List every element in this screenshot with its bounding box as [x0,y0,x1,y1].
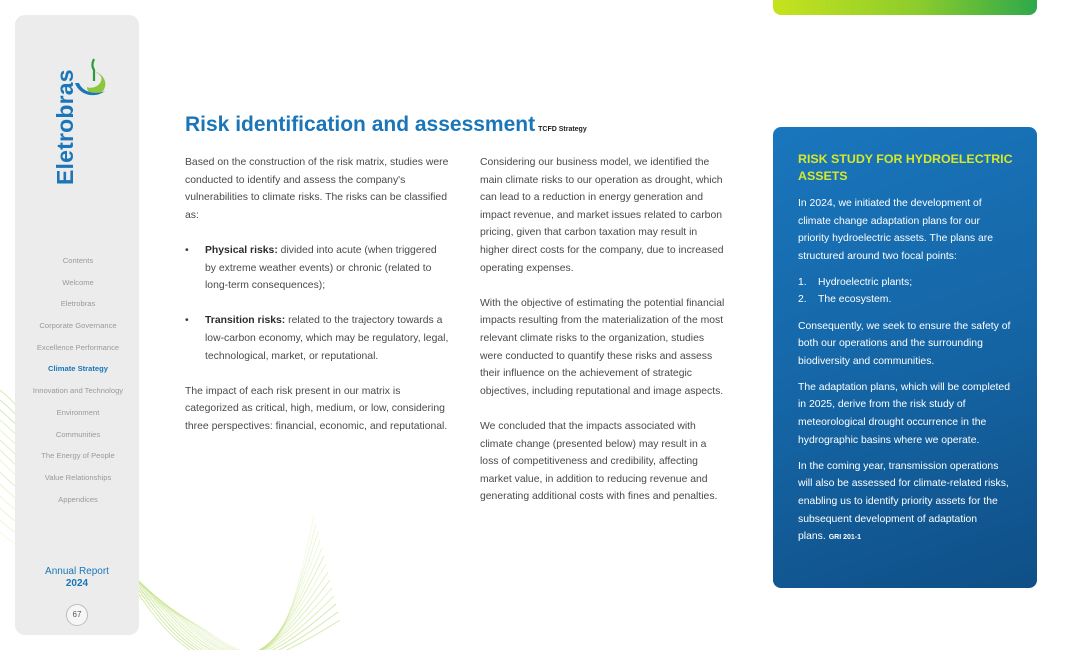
nav-item-excellence-performance[interactable]: Excellence Performance [36,342,120,352]
tcfd-tag: TCFD Strategy [538,126,587,133]
paragraph-financial-impacts: With the objective of estimating the potential financial impacts resulting from the materialization of the most relevant climate risks to the organization, studies were conducted to quantify these risks and assess their influence on the achievement of strategic objectives, including reputational and image aspects. [480,297,725,397]
list-number: 2. [798,294,807,306]
nav-item-communities[interactable]: Communities [55,429,101,439]
risk-bullet-list [185,242,450,365]
panel-paragraph-safety: Consequently, we seek to ensure the safety of both our operations and the surrounding biodiversity and communities. [798,320,1011,367]
panel-paragraph-transmission-text: In the coming year, transmission operations will also be assessed for climate-related risks, enabling us to identify priority assets for the subsequent development of adaptation plans. [798,460,1009,543]
annual-report-year: 2024 [65,578,89,589]
bullet-text: divided into acute (when triggered by extreme weather events) or chronic (related to long-term consequences); [205,244,437,292]
gri-tag: GRI 201-1 [828,534,862,542]
panel-title: RISK STUDY FOR HYDROELECTRIC ASSETS [798,152,1013,183]
paragraph-business-model: Considering our business model, we identified the main climate risks to our operation as drought, which can lead to a reduction in energy generation and impact revenue, and market issues related to carbon pricing, given that carbon taxation may result in higher direct costs for the company, due to increased operating expenses. [480,157,724,274]
nav-item-contents[interactable]: Contents [62,256,94,265]
nav-item-welcome[interactable]: Welcome [62,277,94,287]
nav-item-eletrobras[interactable]: Eletrobras [60,299,96,309]
panel-paragraph-adaptation: The adaptation plans, which will be completed in 2025, derive from the risk study of meteorological drought occurrence in the hydrographic basins where we operate. [798,381,1010,446]
list-item [798,274,1013,292]
brand-wordmark: Eletrobras [52,69,78,185]
nav-item-climate-strategy[interactable]: Climate Strategy [48,364,108,374]
nav-item-value-relationships[interactable]: Value Relationships [44,472,112,482]
panel-paragraph-transmission [798,458,1013,547]
list-item [798,291,1013,309]
page-title-text: Risk identification and assessment [185,113,536,136]
risk-study-panel [773,127,1037,588]
list-text: Hydroelectric plants; [818,276,913,288]
column-middle [480,154,725,523]
nav-item-environment[interactable]: Environment [56,407,100,417]
annual-report-text: Annual Report [45,566,109,577]
bullet-label: Transition risks: [205,315,286,327]
intro-paragraph: Based on the construction of the risk matrix, studies were conducted to identify and assess the company's vulnerabilities to climate risks. The risks can be classified as: [185,157,449,221]
list-item [185,242,450,295]
closing-paragraph: The impact of each risk present in our matrix is categorized as critical, high, medium, or low, considering three perspectives: financial, economic, and reputational. [185,385,448,432]
list-item [185,312,450,365]
bullet-text: related to the trajectory towards a low-carbon economy, which may be regulatory, legal, technological, market, or reputational. [205,315,449,362]
top-accent-bar [773,0,1037,15]
bullet-label: Physical risks: [205,244,278,256]
column-left [185,154,450,453]
nav-item-appendices[interactable]: Appendices [58,494,98,504]
list-number: 1. [798,276,807,288]
panel-paragraph-intro: In 2024, we initiated the development of climate change adaptation plans for our priority hydroelectric assets. The plans are structured around two focal points: [798,198,994,262]
annual-report-label [15,566,139,590]
focal-points-list [798,274,1013,309]
page-number: 67 [66,604,88,626]
list-text: The ecosystem. [818,294,892,306]
paragraph-conclusion: We concluded that the impacts associated with climate change (presented below) may result in a loss of competitiveness and credibility, affecting market value, in addition to reducing revenue and generating additional costs with fines and penalties. [480,420,718,503]
nav-item-energy-of-people[interactable]: The Energy of People [41,451,115,461]
nav-item-innovation-technology[interactable]: Innovation and Technology [32,386,124,396]
sidebar-nav [22,255,134,515]
page-title [185,102,587,139]
nav-item-corporate-governance[interactable]: Corporate Governance [39,321,117,331]
